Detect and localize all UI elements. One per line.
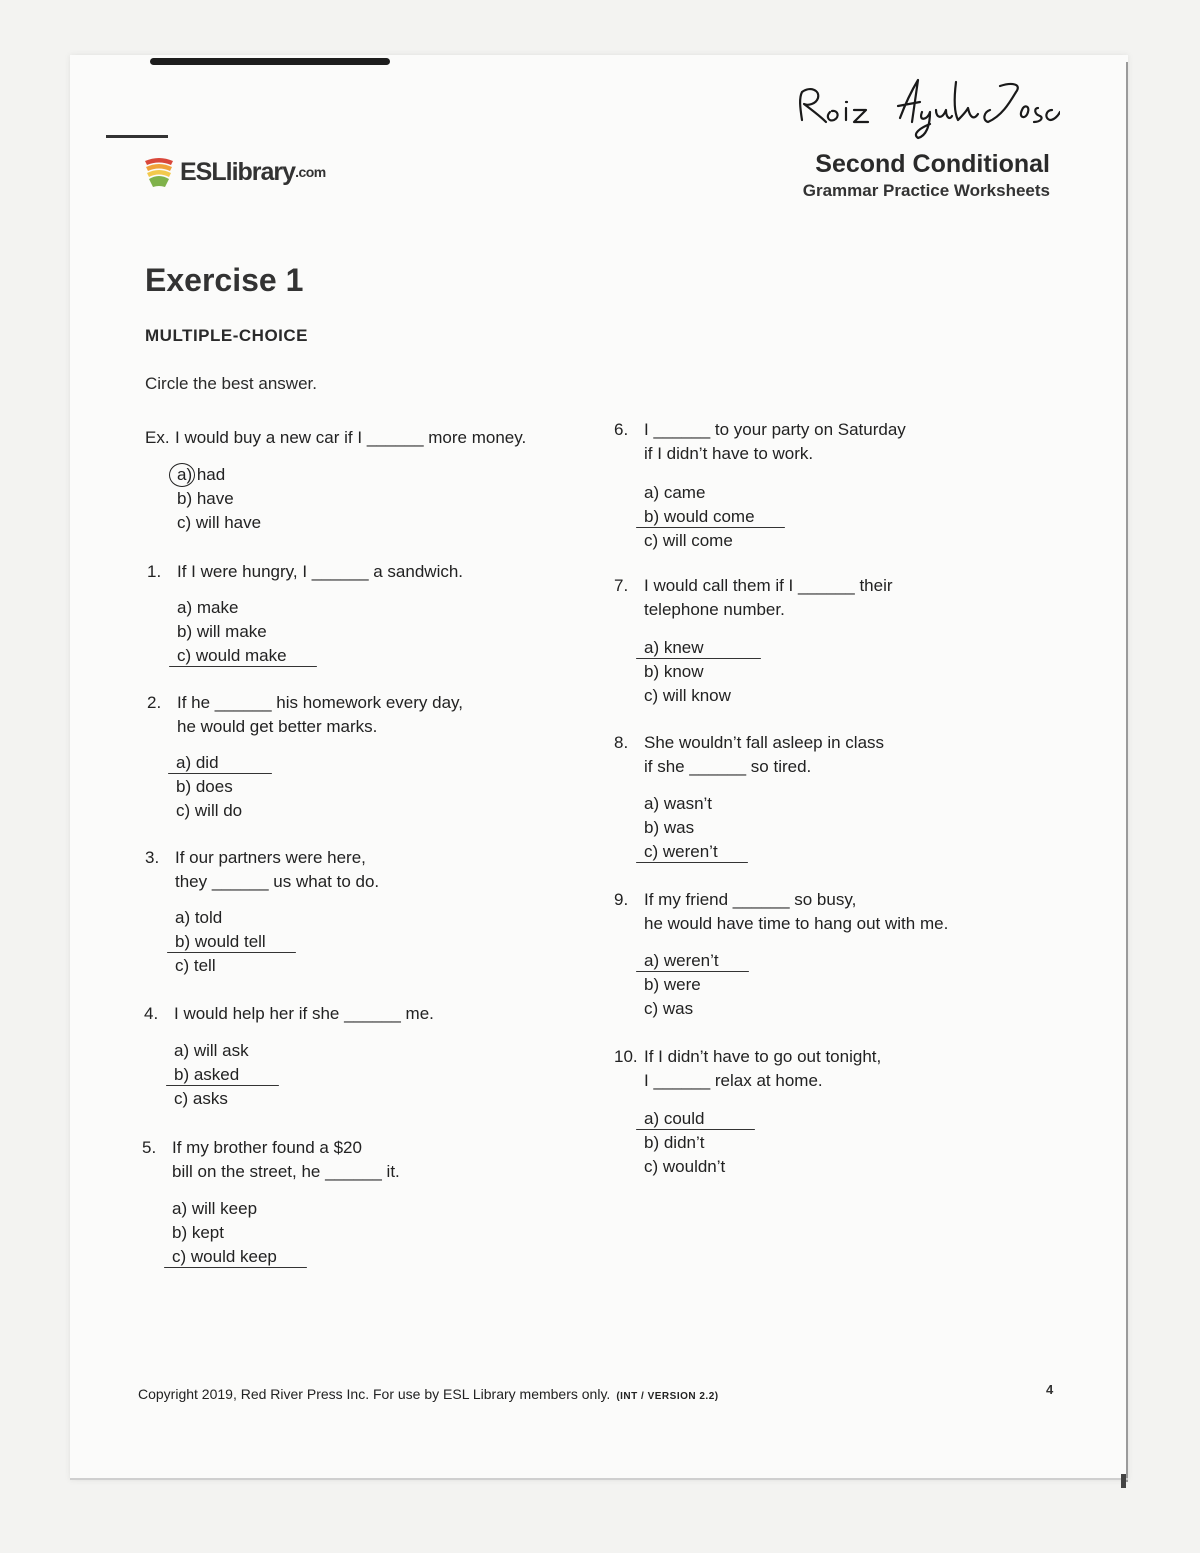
option-a[interactable]: a) came <box>644 483 706 502</box>
option-b[interactable]: b) didn’t <box>644 1133 705 1152</box>
question-example <box>145 426 526 450</box>
option-c[interactable]: c) will know <box>644 686 731 705</box>
option-a[interactable]: a) make <box>177 598 239 617</box>
option-c[interactable]: c) asks <box>174 1089 228 1108</box>
option-a[interactable]: a) will ask <box>174 1041 249 1060</box>
copyright-footer <box>138 1386 719 1402</box>
question-number: 10. <box>614 1047 638 1066</box>
question-text-line-2: telephone number. <box>644 600 785 619</box>
question-number: 8. <box>614 733 629 752</box>
option-c[interactable]: c) would make <box>177 644 287 668</box>
question-number: 4. <box>144 1004 159 1023</box>
option-a[interactable]: a) weren’t <box>644 949 719 973</box>
question-4 <box>144 1002 434 1026</box>
logo-icon <box>143 155 175 189</box>
exercise-title: Exercise 1 <box>145 262 304 298</box>
option-a[interactable]: a) had <box>177 463 261 487</box>
question-text-line-2: they ______ us what to do. <box>175 872 380 891</box>
options-9 <box>644 949 719 1021</box>
option-b[interactable]: b) was <box>644 818 695 837</box>
options-10 <box>644 1107 725 1179</box>
option-c[interactable]: c) was <box>644 999 694 1018</box>
instructions: Circle the best answer. <box>145 374 317 393</box>
esl-library-logo <box>143 152 326 192</box>
question-2 <box>147 691 463 739</box>
page-edge-bottom <box>70 1478 1128 1480</box>
option-a[interactable]: a) did <box>176 751 242 775</box>
question-10 <box>614 1045 881 1093</box>
option-a[interactable]: a) wasn’t <box>644 794 713 813</box>
option-a[interactable]: a) told <box>175 908 223 927</box>
answer-circle <box>169 463 195 487</box>
page-edge-right <box>1126 62 1128 1482</box>
question-text: If my brother found a $20 <box>172 1138 362 1157</box>
question-text-line-2: he would get better marks. <box>177 717 378 736</box>
option-c[interactable]: c) weren’t <box>644 840 718 864</box>
question-text-line-2: I ______ relax at home. <box>644 1071 823 1090</box>
version-text: (INT / VERSION 2.2) <box>616 1391 719 1402</box>
handwritten-signature <box>790 72 1060 142</box>
options-4 <box>174 1039 249 1111</box>
question-text: I ______ to your party on Saturday <box>644 420 906 439</box>
option-b[interactable]: b) would come <box>644 505 755 529</box>
option-a[interactable]: a) knew <box>644 636 731 660</box>
option-b[interactable]: b) were <box>644 975 701 994</box>
question-3 <box>145 846 379 894</box>
question-text-line-2: if I didn’t have to work. <box>644 444 814 463</box>
logo-suffix: .com <box>295 164 326 180</box>
document-title: Second Conditional <box>815 150 1050 178</box>
question-number: 3. <box>145 848 160 867</box>
scan-smudge <box>150 58 390 65</box>
copyright-text: Copyright 2019, Red River Press Inc. For use by ESL Library members only. <box>138 1386 611 1402</box>
option-c[interactable]: c) wouldn’t <box>644 1157 726 1176</box>
options-example <box>177 463 261 535</box>
question-text-line-2: he would have time to hang out with me. <box>644 914 949 933</box>
question-text: If my friend ______ so busy, <box>644 890 857 909</box>
logo-text: ESLlibrary <box>180 157 296 186</box>
question-8 <box>614 731 884 779</box>
question-text: She wouldn’t fall asleep in class <box>644 733 885 752</box>
section-label: MULTIPLE-CHOICE <box>145 326 309 345</box>
question-number: 5. <box>142 1138 157 1157</box>
question-number: 2. <box>147 693 162 712</box>
scan-mark <box>1121 1474 1126 1488</box>
options-7 <box>644 636 731 708</box>
scan-dash <box>106 135 168 138</box>
question-text: If our partners were here, <box>175 848 366 867</box>
options-5 <box>172 1197 277 1269</box>
question-text: I would buy a new car if I ______ more money. <box>175 428 527 447</box>
options-6 <box>644 481 755 553</box>
question-1 <box>147 560 463 584</box>
question-5 <box>142 1136 400 1184</box>
option-b[interactable]: b) know <box>644 662 704 681</box>
option-b[interactable]: b) asked <box>174 1063 249 1087</box>
option-b[interactable]: b) have <box>177 489 234 508</box>
question-text-line-2: bill on the street, he ______ it. <box>172 1162 400 1181</box>
question-text: I would help her if she ______ me. <box>174 1004 434 1023</box>
question-9 <box>614 888 948 936</box>
options-8 <box>644 792 718 864</box>
options-3 <box>175 906 266 978</box>
question-text: If I were hungry, I ______ a sandwich. <box>177 562 464 581</box>
question-text: If he ______ his homework every day, <box>177 693 464 712</box>
option-b[interactable]: b) kept <box>172 1223 224 1242</box>
option-c[interactable]: c) would keep <box>172 1245 277 1269</box>
question-6 <box>614 418 906 466</box>
option-a[interactable]: a) could <box>644 1107 725 1131</box>
option-c[interactable]: c) will have <box>177 513 262 532</box>
question-number: 7. <box>614 576 629 595</box>
question-number: 6. <box>614 420 629 439</box>
document-subtitle: Grammar Practice Worksheets <box>802 181 1050 200</box>
option-c[interactable]: c) will do <box>176 801 243 820</box>
option-c[interactable]: c) tell <box>175 956 216 975</box>
options-1 <box>177 596 287 668</box>
question-text: I would call them if I ______ their <box>644 576 893 595</box>
question-number: 1. <box>147 562 162 581</box>
question-7 <box>614 574 893 622</box>
question-number: 9. <box>614 890 629 909</box>
question-number: Ex. <box>145 428 170 447</box>
option-b[interactable]: b) would tell <box>175 930 266 954</box>
option-c[interactable]: c) will come <box>644 531 733 550</box>
option-a[interactable]: a) will keep <box>172 1199 258 1218</box>
question-text-line-2: if she ______ so tired. <box>644 757 812 776</box>
page-number: 4 <box>1046 1382 1054 1397</box>
option-b[interactable]: b) does <box>176 777 233 796</box>
question-text: If I didn’t have to go out tonight, <box>644 1047 882 1066</box>
options-2 <box>176 751 242 823</box>
option-b[interactable]: b) will make <box>177 622 267 641</box>
